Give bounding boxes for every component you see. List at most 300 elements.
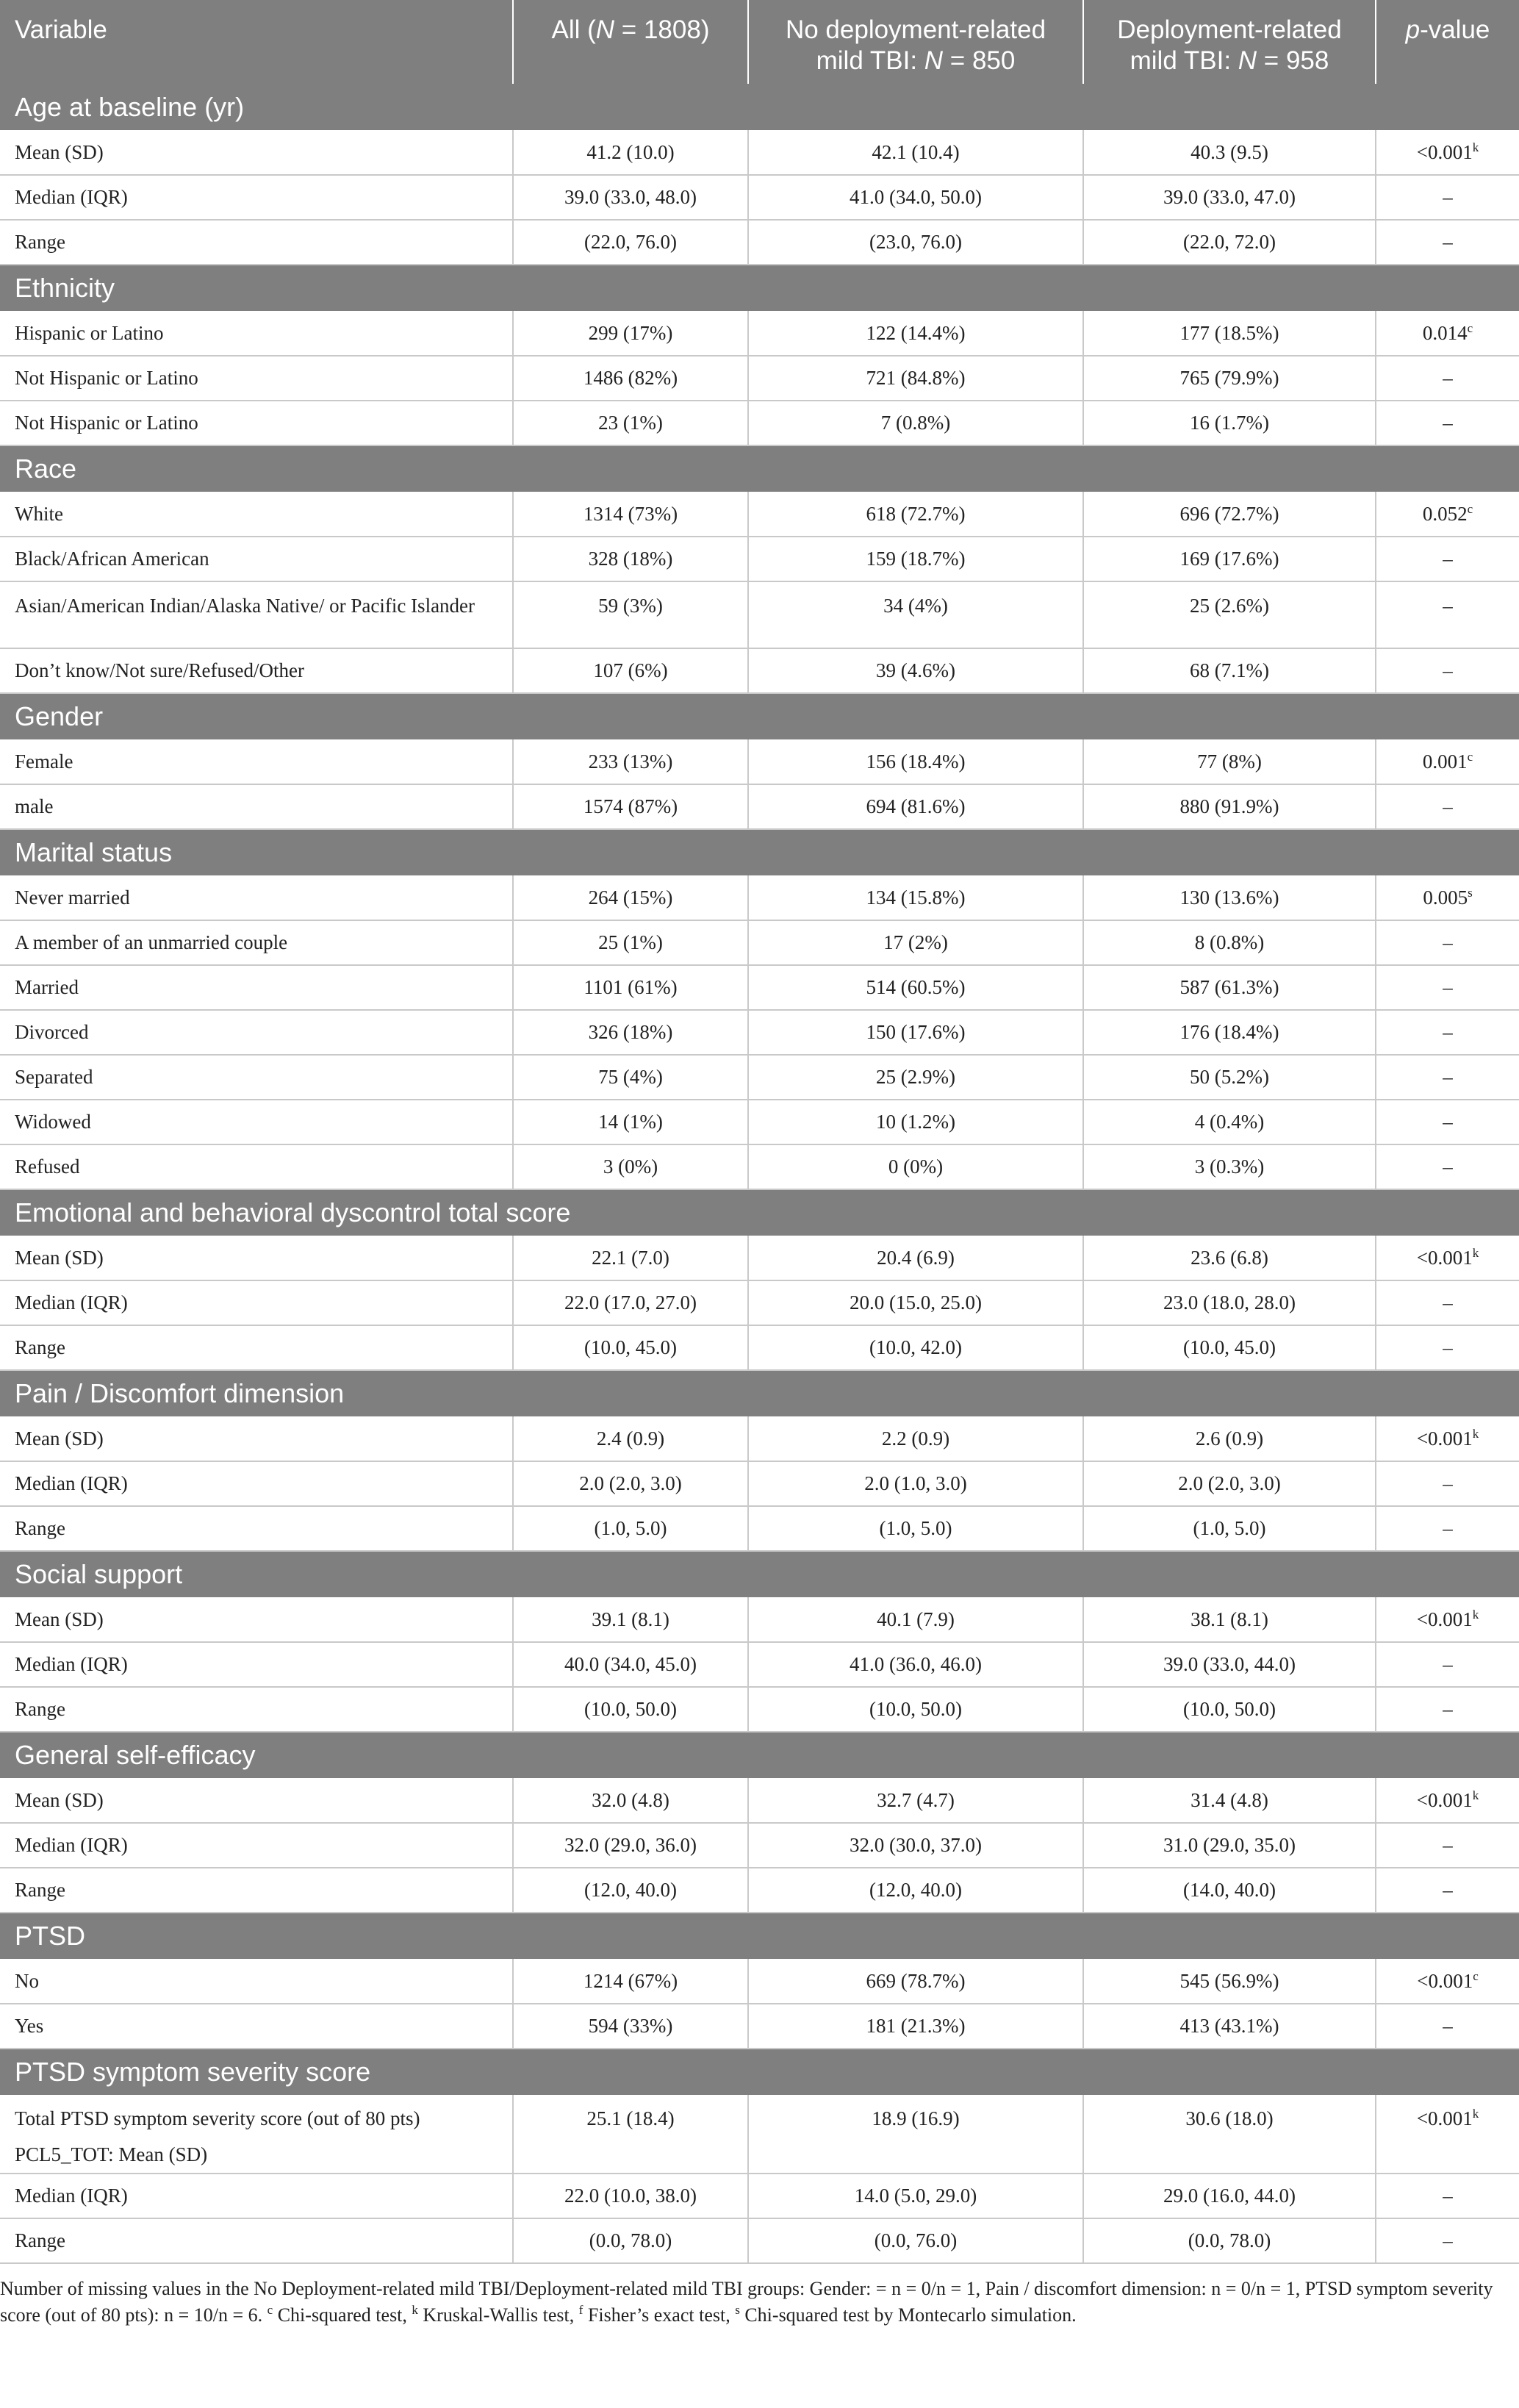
cell-p-value [1376, 920, 1519, 965]
cell-no-deployment-tbi: 159 (18.7%) [748, 537, 1083, 581]
p-value-text: – [1443, 1111, 1453, 1133]
p-value-text: – [1443, 1653, 1453, 1675]
cell-variable: Median (IQR) [0, 1823, 513, 1868]
table-footnote [0, 2264, 1519, 2329]
section-header-row [0, 1732, 1519, 1778]
cell-all: 22.0 (17.0, 27.0) [513, 1280, 748, 1325]
cell-variable: Range [0, 2218, 513, 2263]
cell-p-value [1376, 1010, 1519, 1055]
test-superscript: k [1472, 1245, 1479, 1260]
cell-no-deployment-tbi: (1.0, 5.0) [748, 1506, 1083, 1551]
cell-p-value [1376, 1959, 1519, 2004]
cell-p-value [1376, 2004, 1519, 2049]
cell-all: 1486 (82%) [513, 356, 748, 401]
cell-all: 14 (1%) [513, 1100, 748, 1144]
cell-variable: Married [0, 965, 513, 1010]
p-value-text: <0.001 [1416, 1788, 1473, 1811]
cell-variable: Black/African American [0, 537, 513, 581]
cell-p-value [1376, 130, 1519, 175]
cell-p-value [1376, 1100, 1519, 1144]
cell-p-value [1376, 965, 1519, 1010]
p-value-text: 0.005 [1423, 886, 1468, 909]
test-superscript: c [1467, 320, 1473, 335]
section-title: Race [15, 454, 77, 484]
cell-all: 59 (3%) [513, 581, 748, 648]
section-title: PTSD [15, 1921, 86, 1951]
cell-variable: Median (IQR) [0, 1280, 513, 1325]
cell-deployment-tbi: 8 (0.8%) [1083, 920, 1376, 965]
cell-variable: Refused [0, 1144, 513, 1189]
cell-variable: Divorced [0, 1010, 513, 1055]
section-header-row [0, 84, 1519, 130]
table-row [0, 311, 1519, 356]
p-value-text: – [1443, 1517, 1453, 1539]
p-value-text: 0.001 [1422, 750, 1468, 773]
section-header-row [0, 829, 1519, 875]
header-no-deployment-tbi: No deployment-related mild TBI: N = 850 [748, 0, 1083, 84]
cell-deployment-tbi: (0.0, 78.0) [1083, 2218, 1376, 2263]
cell-deployment-tbi: 4 (0.4%) [1083, 1100, 1376, 1144]
cell-all: (12.0, 40.0) [513, 1868, 748, 1913]
cell-no-deployment-tbi: 20.0 (15.0, 25.0) [748, 1280, 1083, 1325]
cell-all: 41.2 (10.0) [513, 130, 748, 175]
cell-all: 32.0 (29.0, 36.0) [513, 1823, 748, 1868]
cell-no-deployment-tbi: 40.1 (7.9) [748, 1597, 1083, 1642]
cell-no-deployment-tbi: (0.0, 76.0) [748, 2218, 1083, 2263]
cell-variable: Mean (SD) [0, 130, 513, 175]
table-row [0, 1868, 1519, 1913]
table-row [0, 1280, 1519, 1325]
p-value-text: – [1443, 931, 1453, 953]
cell-p-value [1376, 537, 1519, 581]
cell-deployment-tbi: 68 (7.1%) [1083, 648, 1376, 693]
table-row [0, 581, 1519, 648]
cell-no-deployment-tbi: 134 (15.8%) [748, 875, 1083, 920]
cell-all: 22.1 (7.0) [513, 1236, 748, 1280]
cell-no-deployment-tbi: 25 (2.9%) [748, 1055, 1083, 1100]
cell-deployment-tbi: 77 (8%) [1083, 739, 1376, 784]
cell-no-deployment-tbi: 17 (2%) [748, 920, 1083, 965]
test-superscript: c [1467, 749, 1473, 764]
cell-no-deployment-tbi: 18.9 (16.9) [748, 2095, 1083, 2174]
cell-variable: Total PTSD symptom severity score (out of 80 pts) PCL5_TOT: Mean (SD) [0, 2095, 513, 2174]
cell-all: 23 (1%) [513, 401, 748, 445]
test-superscript: k [1472, 140, 1479, 154]
cell-variable: No [0, 1959, 513, 2004]
section-header-row [0, 1189, 1519, 1236]
footnote-text-missing: Number of missing values in the No Deployment-related mild TBI/Deployment-related mild TBI groups: Gender: = n = 0/n = 1, Pain / discomfort dimension: n = 0/n = 1, PTSD symptom severity score (out of 80 pts): n = 10/n = 6. [0, 2278, 1493, 2326]
table-row [0, 401, 1519, 445]
cell-all: 2.0 (2.0, 3.0) [513, 1461, 748, 1506]
cell-p-value [1376, 1642, 1519, 1687]
cell-deployment-tbi: 23.0 (18.0, 28.0) [1083, 1280, 1376, 1325]
cell-no-deployment-tbi: (10.0, 50.0) [748, 1687, 1083, 1732]
cell-deployment-tbi: 3 (0.3%) [1083, 1144, 1376, 1189]
p-value-text: – [1443, 2015, 1453, 2037]
cell-deployment-tbi: 696 (72.7%) [1083, 492, 1376, 537]
header-all: All (N = 1808) [513, 0, 748, 84]
cell-deployment-tbi: (10.0, 50.0) [1083, 1687, 1376, 1732]
cell-p-value [1376, 1280, 1519, 1325]
table-row [0, 965, 1519, 1010]
cell-variable: A member of an unmarried couple [0, 920, 513, 965]
cell-variable: Median (IQR) [0, 175, 513, 220]
table-row [0, 1144, 1519, 1189]
cell-all: 39.0 (33.0, 48.0) [513, 175, 748, 220]
p-value-text: 0.052 [1422, 502, 1468, 525]
p-value-text: – [1443, 548, 1453, 570]
p-value-text: <0.001 [1416, 1246, 1473, 1269]
cell-no-deployment-tbi: 42.1 (10.4) [748, 130, 1083, 175]
cell-all: 328 (18%) [513, 537, 748, 581]
cell-p-value [1376, 2218, 1519, 2263]
cell-no-deployment-tbi: 41.0 (34.0, 50.0) [748, 175, 1083, 220]
table-row [0, 537, 1519, 581]
cell-no-deployment-tbi: 2.0 (1.0, 3.0) [748, 1461, 1083, 1506]
cell-variable: Mean (SD) [0, 1597, 513, 1642]
cell-no-deployment-tbi: 514 (60.5%) [748, 965, 1083, 1010]
cell-deployment-tbi: 25 (2.6%) [1083, 581, 1376, 648]
cell-variable: Not Hispanic or Latino [0, 401, 513, 445]
cell-all: 2.4 (0.9) [513, 1416, 748, 1461]
footnote-text-kruskal: Kruskal-Wallis test, [417, 2304, 579, 2326]
test-superscript: k [1472, 1607, 1479, 1622]
p-value-text: – [1443, 1155, 1453, 1178]
cell-p-value [1376, 1055, 1519, 1100]
cell-all: (10.0, 50.0) [513, 1687, 748, 1732]
cell-deployment-tbi: 38.1 (8.1) [1083, 1597, 1376, 1642]
footnote-sup-f: f [578, 2303, 583, 2317]
cell-p-value [1376, 1687, 1519, 1732]
cell-variable: Never married [0, 875, 513, 920]
section-title: Gender [15, 701, 104, 731]
cell-variable: Median (IQR) [0, 1642, 513, 1687]
cell-p-value [1376, 356, 1519, 401]
test-superscript: k [1472, 1788, 1479, 1802]
cell-variable: White [0, 492, 513, 537]
cell-deployment-tbi: (10.0, 45.0) [1083, 1325, 1376, 1370]
cell-p-value [1376, 1144, 1519, 1189]
p-value-text: – [1443, 659, 1453, 681]
cell-deployment-tbi: 31.0 (29.0, 35.0) [1083, 1823, 1376, 1868]
test-superscript: c [1467, 501, 1473, 516]
cell-p-value [1376, 1778, 1519, 1823]
p-value-text: – [1443, 2229, 1453, 2251]
p-value-text: <0.001 [1416, 1427, 1473, 1450]
cell-all: 1314 (73%) [513, 492, 748, 537]
cell-deployment-tbi: 16 (1.7%) [1083, 401, 1376, 445]
cell-no-deployment-tbi: 0 (0%) [748, 1144, 1083, 1189]
table-row [0, 1010, 1519, 1055]
cell-all: 40.0 (34.0, 45.0) [513, 1642, 748, 1687]
cell-deployment-tbi: 169 (17.6%) [1083, 537, 1376, 581]
header-variable: Variable [0, 0, 513, 84]
p-value-text: – [1443, 1291, 1453, 1314]
cell-p-value [1376, 2095, 1519, 2174]
cell-deployment-tbi: 40.3 (9.5) [1083, 130, 1376, 175]
section-title: General self-efficacy [15, 1740, 256, 1770]
cell-deployment-tbi: (1.0, 5.0) [1083, 1506, 1376, 1551]
p-value-text: – [1443, 1698, 1453, 1720]
cell-all: (10.0, 45.0) [513, 1325, 748, 1370]
cell-deployment-tbi: 30.6 (18.0) [1083, 2095, 1376, 2174]
table-row [0, 2095, 1519, 2174]
cell-no-deployment-tbi: 14.0 (5.0, 29.0) [748, 2174, 1083, 2218]
cell-all: 1574 (87%) [513, 784, 748, 829]
cell-p-value [1376, 220, 1519, 265]
footnote-text-chi: Chi-squared test, [273, 2304, 412, 2326]
footnote-text-montecarlo: Chi-squared test by Montecarlo simulation. [739, 2304, 1077, 2326]
p-value-text: – [1443, 1021, 1453, 1043]
cell-variable: Range [0, 1506, 513, 1551]
cell-variable: Mean (SD) [0, 1236, 513, 1280]
cell-variable: Asian/American Indian/Alaska Native/ or Pacific Islander [0, 581, 513, 648]
p-value-text: – [1443, 1336, 1453, 1358]
cell-deployment-tbi: 587 (61.3%) [1083, 965, 1376, 1010]
cell-no-deployment-tbi: 694 (81.6%) [748, 784, 1083, 829]
cell-no-deployment-tbi: 20.4 (6.9) [748, 1236, 1083, 1280]
cell-p-value [1376, 581, 1519, 648]
p-value-text: – [1443, 976, 1453, 998]
p-value-text: – [1443, 1472, 1453, 1494]
cell-deployment-tbi: 2.0 (2.0, 3.0) [1083, 1461, 1376, 1506]
section-title: Age at baseline (yr) [15, 91, 245, 122]
cell-variable: Separated [0, 1055, 513, 1100]
cell-all: 39.1 (8.1) [513, 1597, 748, 1642]
p-value-text: <0.001 [1416, 2107, 1473, 2129]
p-value-text: 0.014 [1422, 321, 1468, 344]
cell-variable: Range [0, 1325, 513, 1370]
cell-no-deployment-tbi: 618 (72.7%) [748, 492, 1083, 537]
cell-p-value [1376, 1236, 1519, 1280]
cell-deployment-tbi: 130 (13.6%) [1083, 875, 1376, 920]
cell-variable: Hispanic or Latino [0, 311, 513, 356]
cell-no-deployment-tbi: 150 (17.6%) [748, 1010, 1083, 1055]
section-title: PTSD symptom severity score [15, 2057, 371, 2087]
table-row [0, 1236, 1519, 1280]
section-header-row [0, 1370, 1519, 1416]
cell-deployment-tbi: 765 (79.9%) [1083, 356, 1376, 401]
table-row [0, 1325, 1519, 1370]
cell-variable: Median (IQR) [0, 2174, 513, 2218]
p-value-text: – [1443, 1066, 1453, 1088]
footnote-sup-c: c [267, 2303, 273, 2317]
table-row [0, 356, 1519, 401]
cell-all: (0.0, 78.0) [513, 2218, 748, 2263]
cell-all: 1101 (61%) [513, 965, 748, 1010]
cell-all: 22.0 (10.0, 38.0) [513, 2174, 748, 2218]
cell-all: (22.0, 76.0) [513, 220, 748, 265]
cell-p-value [1376, 1868, 1519, 1913]
cell-all: 594 (33%) [513, 2004, 748, 2049]
table-row [0, 1823, 1519, 1868]
cell-all: (1.0, 5.0) [513, 1506, 748, 1551]
section-header-row [0, 2049, 1519, 2095]
cell-deployment-tbi: 39.0 (33.0, 47.0) [1083, 175, 1376, 220]
cell-all: 264 (15%) [513, 875, 748, 920]
cell-no-deployment-tbi: 2.2 (0.9) [748, 1416, 1083, 1461]
p-value-text: <0.001 [1416, 1608, 1473, 1630]
p-value-text: – [1443, 412, 1453, 434]
cell-no-deployment-tbi: (12.0, 40.0) [748, 1868, 1083, 1913]
cell-deployment-tbi: 29.0 (16.0, 44.0) [1083, 2174, 1376, 2218]
table-row [0, 1055, 1519, 1100]
table-row [0, 1687, 1519, 1732]
cell-p-value [1376, 1461, 1519, 1506]
cell-variable: Median (IQR) [0, 1461, 513, 1506]
footnote-sup-s: s [735, 2303, 740, 2317]
table-row [0, 1597, 1519, 1642]
test-superscript: c [1473, 1968, 1479, 1983]
cell-all: 75 (4%) [513, 1055, 748, 1100]
section-title: Ethnicity [15, 273, 115, 303]
header-deployment-tbi: Deployment-related mild TBI: N = 958 [1083, 0, 1376, 84]
cell-p-value [1376, 1823, 1519, 1868]
section-header-row [0, 693, 1519, 739]
cell-no-deployment-tbi: (10.0, 42.0) [748, 1325, 1083, 1370]
cell-deployment-tbi: 413 (43.1%) [1083, 2004, 1376, 2049]
section-title: Pain / Discomfort dimension [15, 1378, 345, 1408]
cell-variable: Range [0, 1687, 513, 1732]
cell-variable: Yes [0, 2004, 513, 2049]
table-row [0, 130, 1519, 175]
p-value-text: – [1443, 367, 1453, 389]
cell-deployment-tbi: 2.6 (0.9) [1083, 1416, 1376, 1461]
test-superscript: k [1472, 2107, 1479, 2121]
test-superscript: s [1468, 885, 1473, 900]
cell-all: 233 (13%) [513, 739, 748, 784]
cell-no-deployment-tbi: 39 (4.6%) [748, 648, 1083, 693]
cell-deployment-tbi: 176 (18.4%) [1083, 1010, 1376, 1055]
cell-all: 32.0 (4.8) [513, 1778, 748, 1823]
table-row [0, 1959, 1519, 2004]
section-header-row [0, 1551, 1519, 1597]
cell-variable: male [0, 784, 513, 829]
cell-no-deployment-tbi: 34 (4%) [748, 581, 1083, 648]
cell-deployment-tbi: 39.0 (33.0, 44.0) [1083, 1642, 1376, 1687]
cell-p-value [1376, 1325, 1519, 1370]
cell-p-value [1376, 2174, 1519, 2218]
cell-deployment-tbi: (14.0, 40.0) [1083, 1868, 1376, 1913]
p-value-text: – [1443, 1834, 1453, 1856]
p-value-text: – [1443, 595, 1453, 617]
cell-p-value [1376, 1506, 1519, 1551]
cell-p-value [1376, 1597, 1519, 1642]
p-value-text: – [1443, 231, 1453, 253]
cell-all: 326 (18%) [513, 1010, 748, 1055]
cell-no-deployment-tbi: 10 (1.2%) [748, 1100, 1083, 1144]
cell-all: 107 (6%) [513, 648, 748, 693]
p-value-text: – [1443, 795, 1453, 817]
cell-variable: Female [0, 739, 513, 784]
cell-variable: Mean (SD) [0, 1778, 513, 1823]
section-title: Social support [15, 1559, 183, 1589]
p-value-text: <0.001 [1416, 140, 1473, 163]
table-row [0, 2004, 1519, 2049]
cell-deployment-tbi: (22.0, 72.0) [1083, 220, 1376, 265]
cell-no-deployment-tbi: 32.7 (4.7) [748, 1778, 1083, 1823]
table-row [0, 1642, 1519, 1687]
section-title: Marital status [15, 837, 173, 867]
cell-no-deployment-tbi: 32.0 (30.0, 37.0) [748, 1823, 1083, 1868]
table-row [0, 1506, 1519, 1551]
section-header-row [0, 1913, 1519, 1959]
footnote-sup-k: k [412, 2303, 418, 2317]
test-superscript: k [1472, 1426, 1479, 1441]
section-title: Emotional and behavioral dyscontrol total score [15, 1197, 571, 1228]
table-row [0, 220, 1519, 265]
p-value-text: – [1443, 186, 1453, 208]
cell-deployment-tbi: 880 (91.9%) [1083, 784, 1376, 829]
cell-deployment-tbi: 177 (18.5%) [1083, 311, 1376, 356]
cell-no-deployment-tbi: 122 (14.4%) [748, 311, 1083, 356]
cell-all: 3 (0%) [513, 1144, 748, 1189]
cell-p-value [1376, 739, 1519, 784]
cell-variable: Mean (SD) [0, 1416, 513, 1461]
cell-variable: Don’t know/Not sure/Refused/Other [0, 648, 513, 693]
table-row [0, 648, 1519, 693]
cell-no-deployment-tbi: 7 (0.8%) [748, 401, 1083, 445]
cell-deployment-tbi: 23.6 (6.8) [1083, 1236, 1376, 1280]
table-row [0, 1778, 1519, 1823]
cell-no-deployment-tbi: 156 (18.4%) [748, 739, 1083, 784]
p-value-text: – [1443, 2185, 1453, 2207]
cell-no-deployment-tbi: 181 (21.3%) [748, 2004, 1083, 2049]
cell-p-value [1376, 648, 1519, 693]
cell-no-deployment-tbi: 41.0 (36.0, 46.0) [748, 1642, 1083, 1687]
p-value-text: – [1443, 1879, 1453, 1901]
section-header-row [0, 265, 1519, 311]
table-row [0, 875, 1519, 920]
section-header-row [0, 445, 1519, 492]
cell-no-deployment-tbi: 721 (84.8%) [748, 356, 1083, 401]
cell-p-value [1376, 875, 1519, 920]
table-row [0, 1461, 1519, 1506]
header-p-value: p-value [1405, 15, 1490, 44]
cell-variable: Not Hispanic or Latino [0, 356, 513, 401]
cell-p-value [1376, 1416, 1519, 1461]
table-row [0, 2174, 1519, 2218]
cell-deployment-tbi: 31.4 (4.8) [1083, 1778, 1376, 1823]
cell-deployment-tbi: 545 (56.9%) [1083, 1959, 1376, 2004]
table-row [0, 784, 1519, 829]
cell-all: 25 (1%) [513, 920, 748, 965]
cell-no-deployment-tbi: (23.0, 76.0) [748, 220, 1083, 265]
table-row [0, 2218, 1519, 2263]
table-row [0, 920, 1519, 965]
cell-no-deployment-tbi: 669 (78.7%) [748, 1959, 1083, 2004]
p-value-text: <0.001 [1417, 1969, 1473, 1992]
cell-deployment-tbi: 50 (5.2%) [1083, 1055, 1376, 1100]
table-header-row [0, 0, 1519, 84]
table-row [0, 492, 1519, 537]
cell-p-value [1376, 492, 1519, 537]
cell-p-value [1376, 784, 1519, 829]
table-row [0, 1100, 1519, 1144]
cell-p-value [1376, 175, 1519, 220]
cell-all: 25.1 (18.4) [513, 2095, 748, 2174]
cell-variable: Range [0, 220, 513, 265]
cell-p-value [1376, 401, 1519, 445]
cell-p-value [1376, 311, 1519, 356]
cell-all: 1214 (67%) [513, 1959, 748, 2004]
cell-variable: Range [0, 1868, 513, 1913]
footnote-text-fisher: Fisher’s exact test, [583, 2304, 736, 2326]
cell-all: 299 (17%) [513, 311, 748, 356]
table-row [0, 1416, 1519, 1461]
cell-variable: Widowed [0, 1100, 513, 1144]
table-row [0, 739, 1519, 784]
